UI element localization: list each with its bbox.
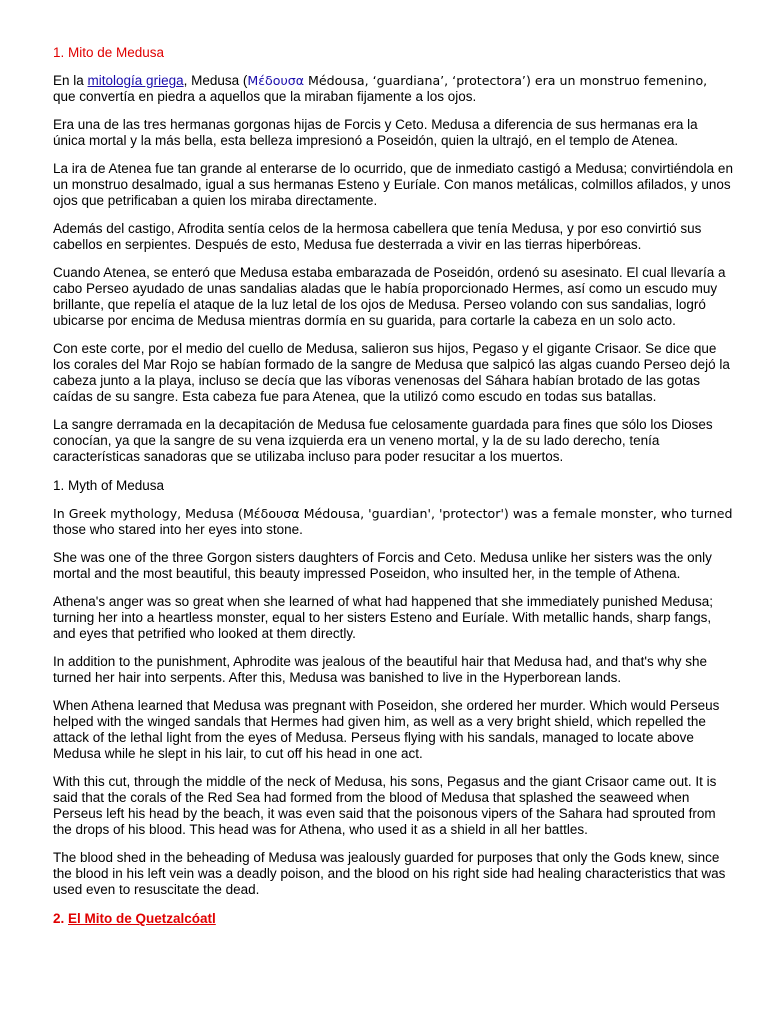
text-segment: those who stared into her eyes into stone.: [53, 522, 303, 537]
document-body: [53, 44, 733, 927]
text-segment: In Greek mythology, Medusa (Μέδουσα Médousa, 'guardian', 'protector') was a female monster, who turned: [53, 506, 733, 521]
paragraph-en-3: Athena's anger was so great when she learned of what had happened that she immediately punished Medusa; turning her into a heartless monster, equal to her sisters Esteno and Euríale. With metallic hands, sharp fangs, and eyes that petrified who looked at them directly.: [53, 594, 714, 641]
paragraph-en-5: When Athena learned that Medusa was pregnant with Poseidon, she ordered her murder. Which would Perseus helped with the winged sandals that Hermes had given him, as well as a very bright shield, which repelled the attack of the lethal light from the eyes of Medusa. Perseus flying with his sandals, managed to locate above Medusa while he slept in his lair, to cut off his head in one act.: [53, 698, 720, 761]
text-segment: , Medusa (: [183, 73, 248, 88]
quetzalcoatl-link[interactable]: El Mito de Quetzalcóatl: [68, 911, 216, 926]
text-segment: Médousa, ‘guardiana’, ‘protectora’) era un monstruo femenino,: [304, 73, 708, 88]
text-segment: que convertía en piedra a aquellos que la miraban fijamente a los ojos.: [53, 89, 477, 104]
paragraph-en-1: [53, 506, 733, 538]
paragraph-es-6: Con este corte, por el medio del cuello de Medusa, salieron sus hijos, Pegaso y el gigante Crisaor. Se dice que los corales del Mar Rojo se habían formado de la sangre de Medusa que salpicó las algas cuando Perseo dejó la cabeza junto a la playa, incluso se decía que las víboras venenosas del Sáhara habían brotado de las gotas caídas de su sangre. Esta cabeza fue para Atenea, que la utilizó como escudo en todas sus batallas.: [53, 341, 730, 404]
paragraph-en-6: With this cut, through the middle of the neck of Medusa, his sons, Pegasus and the giant Crisaor came out. It is said that the corals of the Red Sea had formed from the blood of Medusa that splashed the seaweed when Perseus left his head by the beach, it was even said that the poisonous vipers of the Sahara had sprouted from the drops of his blood. This head was for Athena, who used it as a shield in all her battles.: [53, 774, 717, 837]
section-heading-es: 1. Mito de Medusa: [53, 45, 165, 60]
paragraph-es-1: [53, 73, 733, 105]
text-segment: En la: [53, 73, 88, 88]
next-section-heading: [53, 910, 733, 927]
paragraph-en-4: In addition to the punishment, Aphrodite was jealous of the beautiful hair that Medusa had, and that's why she turned her hair into serpents. After this, Medusa was banished to live in the Hyperborean lands.: [53, 654, 708, 685]
paragraph-es-7: La sangre derramada en la decapitación de Medusa fue celosamente guardada para fines que sólo los Dioses conocían, ya que la sangre de su vena izquierda era un veneno mortal, y la de su lado derecho, tenía características sanadoras que se utilizaba incluso para poder resucitar a los muertos.: [53, 417, 713, 464]
paragraph-es-2: Era una de las tres hermanas gorgonas hijas de Forcis y Ceto. Medusa a diferencia de sus hermanas era la única mortal y la más bella, esta belleza impresionó a Poseidón, quien la ultrajó, en el templo de Atenea.: [53, 117, 698, 148]
paragraph-en-7: The blood shed in the beheading of Medusa was jealously guarded for purposes that only the Gods knew, since the blood in his left vein was a deadly poison, and the blood on his right side had healing characteristics that was used even to resuscitate the dead.: [53, 850, 726, 897]
greek-mythology-link[interactable]: mitología griega: [87, 73, 184, 88]
section-heading-en: 1. Myth of Medusa: [53, 478, 165, 493]
paragraph-en-2: She was one of the three Gorgon sisters daughters of Forcis and Ceto. Medusa unlike her sisters was the only mortal and the most beautiful, this beauty impressed Poseidon, who insulted her, in the temple of Athena.: [53, 550, 712, 581]
heading-number: 2.: [53, 911, 69, 926]
greek-name-link[interactable]: Μέδουσα: [247, 73, 305, 88]
paragraph-es-4: Además del castigo, Afrodita sentía celos de la hermosa cabellera que tenía Medusa, y por eso convirtió sus cabellos en serpientes. Después de esto, Medusa fue desterrada a vivir en las tierras hiperbóreas.: [53, 221, 702, 252]
paragraph-es-5: Cuando Atenea, se enteró que Medusa estaba embarazada de Poseidón, ordenó su asesinato. El cual llevaría a cabo Perseo ayudado de unas sandalias aladas que le había proporcionado Hermes, así como un escudo muy brillante, que repelía el ataque de la luz letal de los ojos de Medusa. Perseo volando con sus sandalias, logró ubicarse por encima de Medusa mientras dormía en su guarida, para cortarle la cabeza en un solo acto.: [53, 265, 726, 328]
paragraph-es-3: La ira de Atenea fue tan grande al enterarse de lo ocurrido, que de inmediato castigó a Medusa; convirtiéndola en un monstruo desalmado, igual a sus hermanas Esteno y Euríale. Con manos metálicas, colmillos afilados, y unos ojos que petrificaban a quien los miraba directamente.: [53, 161, 733, 208]
